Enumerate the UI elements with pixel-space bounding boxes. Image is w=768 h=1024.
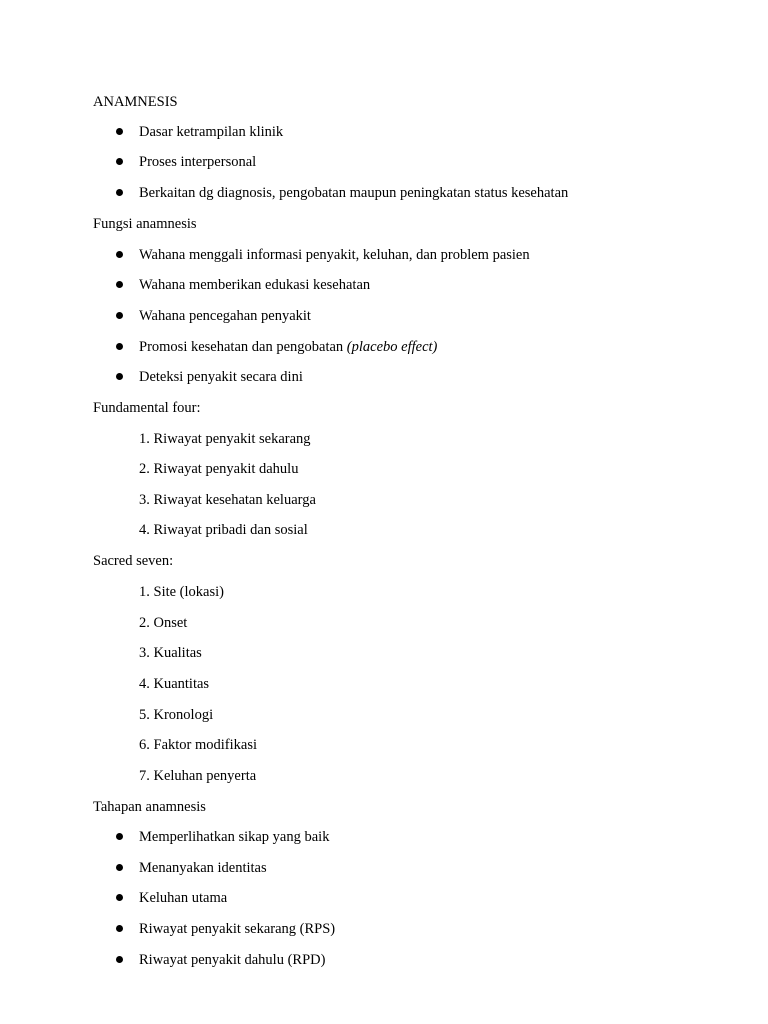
bullet-icon — [116, 189, 123, 196]
bullet-icon — [116, 833, 123, 840]
list-item: Keluhan utama — [139, 890, 228, 906]
bullet-icon — [116, 312, 123, 319]
bullet-icon — [116, 894, 123, 901]
bullet-icon — [116, 128, 123, 135]
numbered-item: 3. Kualitas — [139, 645, 202, 661]
numbered-item: 7. Keluhan penyerta — [139, 768, 257, 784]
list-item-italic-note: (placebo effect) — [346, 339, 438, 355]
bullet-icon — [116, 864, 123, 871]
list-item: Riwayat penyakit dahulu (RPD) — [139, 952, 326, 968]
numbered-item: 4. Riwayat pribadi dan sosial — [139, 522, 308, 538]
section-heading-tahapan: Tahapan anamnesis — [93, 799, 206, 815]
numbered-item: 2. Riwayat penyakit dahulu — [139, 461, 299, 477]
numbered-item: 4. Kuantitas — [139, 676, 210, 692]
numbered-item: 2. Onset — [139, 615, 188, 631]
section-heading-fundamental-four: Fundamental four: — [93, 400, 201, 416]
bullet-icon — [116, 251, 123, 258]
list-item: Wahana memberikan edukasi kesehatan — [139, 277, 371, 293]
list-item-text: Promosi kesehatan dan pengobatan — [139, 339, 347, 355]
list-item: Deteksi penyakit secara dini — [139, 369, 303, 385]
bullet-icon — [116, 925, 123, 932]
numbered-item: 5. Kronologi — [139, 707, 214, 723]
list-item: Wahana pencegahan penyakit — [139, 308, 311, 324]
list-item: Memperlihatkan sikap yang baik — [139, 829, 330, 845]
bullet-icon — [116, 343, 123, 350]
bullet-icon — [116, 281, 123, 288]
bullet-icon — [116, 373, 123, 380]
numbered-item: 6. Faktor modifikasi — [139, 737, 258, 753]
list-item: Wahana menggali informasi penyakit, keluhan, dan problem pasien — [139, 247, 530, 263]
section-heading-fungsi: Fungsi anamnesis — [93, 216, 197, 232]
list-item: Berkaitan dg diagnosis, pengobatan maupun peningkatan status kesehatan — [139, 185, 569, 201]
list-item: Dasar ketrampilan klinik — [139, 124, 284, 140]
list-item: Riwayat penyakit sekarang (RPS) — [139, 921, 336, 937]
numbered-item: 1. Riwayat penyakit sekarang — [139, 431, 311, 447]
numbered-item: 1. Site (lokasi) — [139, 584, 224, 600]
bullet-icon — [116, 158, 123, 165]
list-item: Proses interpersonal — [139, 154, 257, 170]
list-item — [139, 338, 437, 356]
bullet-icon — [116, 956, 123, 963]
section-heading-anamnesis: ANAMNESIS — [93, 94, 178, 110]
numbered-item: 3. Riwayat kesehatan keluarga — [139, 492, 316, 508]
section-heading-sacred-seven: Sacred seven: — [93, 553, 174, 569]
list-item: Menanyakan identitas — [139, 860, 267, 876]
